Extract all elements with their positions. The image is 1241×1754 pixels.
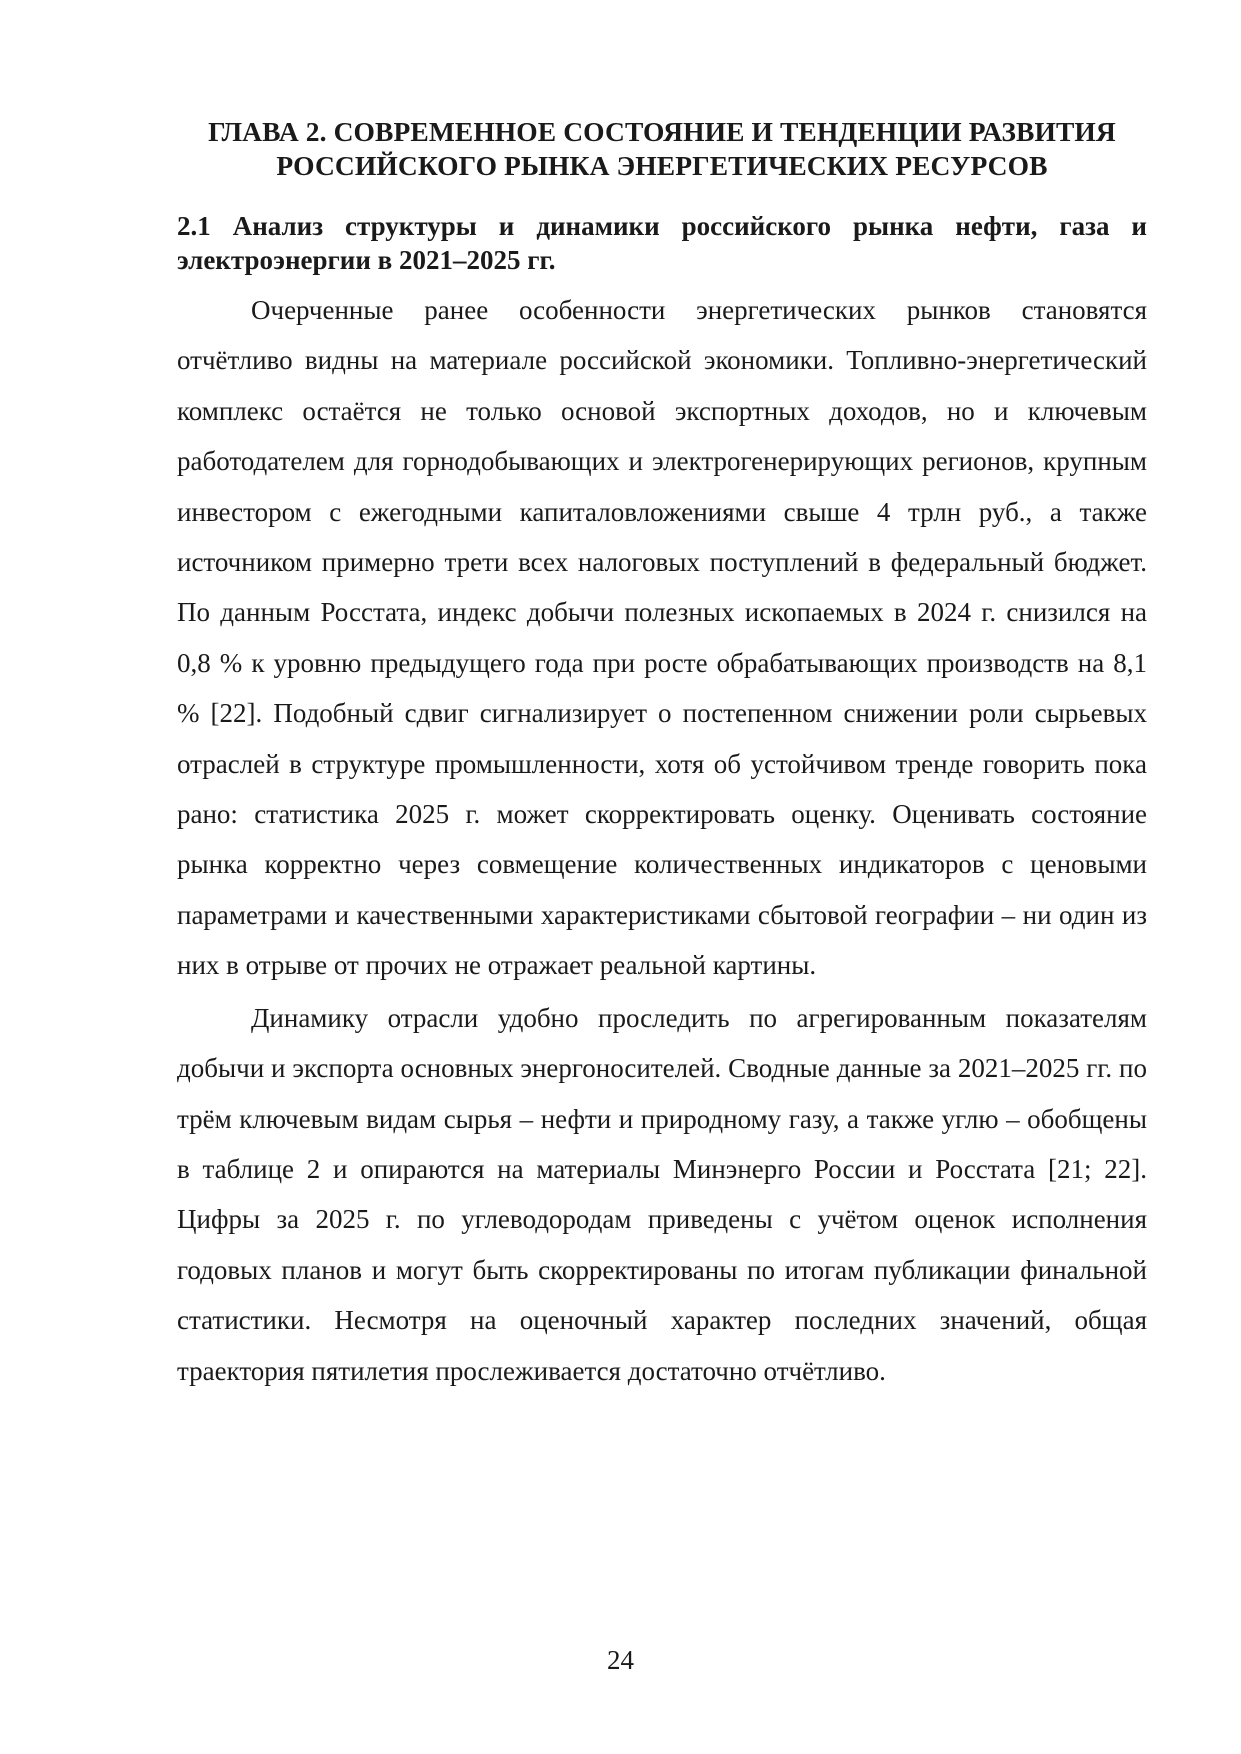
page-content [177, 115, 1147, 1396]
chapter-title: ГЛАВА 2. СОВРЕМЕННОЕ СОСТОЯНИЕ И ТЕНДЕНЦИИ РАЗВИТИЯ РОССИЙСКОГО РЫНКА ЭНЕРГЕТИЧЕСКИХ РЕСУРСОВ [208, 116, 1116, 181]
page-number: 24 [607, 1645, 634, 1675]
section-title: 2.1 Анализ структуры и динамики российского рынка нефти, газа и электроэнергии в 2021–2025 гг. [177, 211, 1147, 275]
body-paragraph: Динамику отрасли удобно проследить по агрегированным показателям добычи и экспорта основных энергоносителей. Сводные данные за 2021–2025 гг. по трём ключевым видам сырья – нефти и природному газу, а также углю – обобщены в таблице 2 и опираются на материалы Минэнерго России и Росстата [21; 22]. Цифры за 2025 г. по углеводородам приведены с учётом оценок исполнения годовых планов и могут быть скорректированы по итогам публикации финальной статистики. Несмотря на оценочный характер последних значений, общая траектория пятилетия прослеживается достаточно отчётливо. [177, 1002, 1147, 1386]
body-paragraph: Очерченные ранее особенности энергетических рынков становятся отчётливо видны на материале российской экономики. Топливно-энергетический комплекс остаётся не только основой экспортных доходов, но и ключевым работодателем для горнодобывающих и электрогенерирующих регионов, крупным инвестором с ежегодными капиталовложениями свыше 4 трлн руб., а также источником примерно трети всех налоговых поступлений в федеральный бюджет. По данным Росстата, индекс добычи полезных ископаемых в 2024 г. снизился на 0,8 % к уровню предыдущего года при росте обрабатывающих производств на 8,1 % [22]. Подобный сдвиг сигнализирует о постепенном снижении роли сырьевых отраслей в структуре промышленности, хотя об устойчивом тренде говорить пока рано: статистика 2025 г. может скорректировать оценку. Оценивать состояние рынка корректно через совмещение количественных индикаторов с ценовыми параметрами и качественными характеристиками сбытовой географии – ни один из них в отрыве от прочих не отражает реальной картины. [177, 295, 1147, 981]
